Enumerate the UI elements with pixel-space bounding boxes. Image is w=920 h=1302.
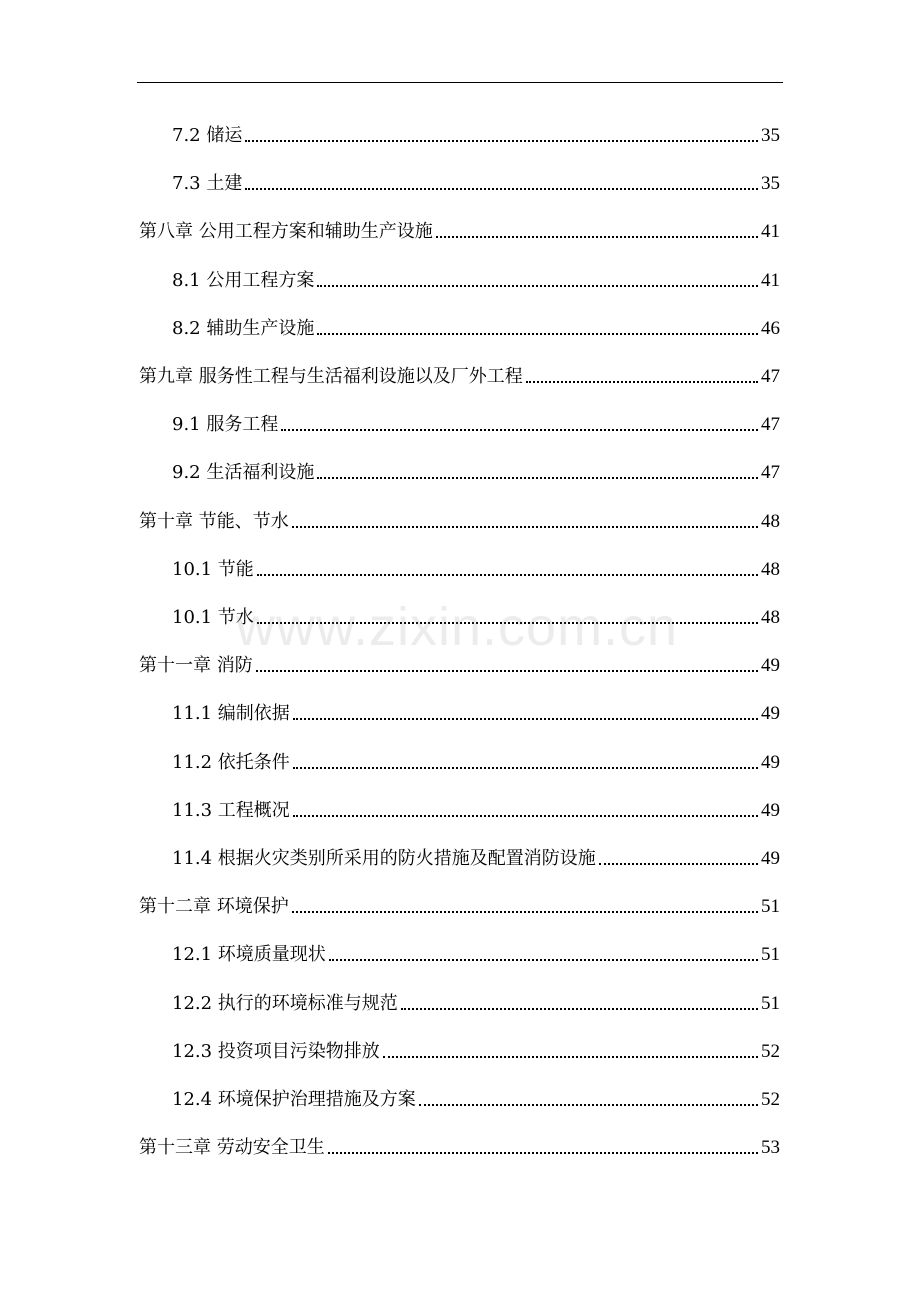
toc-dot-leader: [436, 236, 758, 238]
toc-page-number: 41: [761, 270, 780, 291]
toc-page-number: 49: [761, 848, 780, 869]
toc-dot-leader: [257, 574, 758, 576]
toc-section-entry[interactable]: [172, 266, 780, 292]
toc-entry-title: 第十二章 环境保护: [139, 896, 289, 917]
toc-page-number: 35: [761, 173, 780, 194]
toc-section-entry[interactable]: [172, 1037, 780, 1063]
toc-chapter-entry[interactable]: [139, 1133, 780, 1159]
toc-page-number: 51: [761, 896, 780, 917]
toc-entry-title: 10.1 节水: [172, 607, 254, 628]
toc-page-number: 47: [761, 414, 780, 435]
toc-dot-leader: [245, 140, 758, 142]
toc-dot-leader: [419, 1104, 758, 1106]
toc-entry-title: 第九章 服务性工程与生活福利设施以及厂外工程: [139, 366, 523, 387]
toc-page-number: 52: [761, 1041, 780, 1062]
toc-page-number: 47: [761, 462, 780, 483]
toc-dot-leader: [245, 188, 758, 190]
toc-entry-title: 12.3 投资项目污染物排放: [172, 1041, 380, 1062]
toc-entry-title: 11.4 根据火灾类别所采用的防火措施及配置消防设施: [172, 848, 596, 869]
toc-page-number: 48: [761, 559, 780, 580]
toc-dot-leader: [317, 285, 758, 287]
toc-entry-title: 8.1 公用工程方案: [172, 270, 315, 291]
toc-entry-title: 7.3 土建: [172, 173, 243, 194]
toc-dot-leader: [383, 1056, 758, 1058]
toc-page-number: 48: [761, 511, 780, 532]
toc-dot-leader: [256, 670, 758, 672]
toc-section-entry[interactable]: [172, 844, 780, 870]
toc-entry-title: 9.2 生活福利设施: [172, 462, 315, 483]
toc-entry-title: 第八章 公用工程方案和辅助生产设施: [139, 221, 433, 242]
toc-page-number: 49: [761, 752, 780, 773]
toc-dot-leader: [293, 815, 758, 817]
toc-page-number: 52: [761, 1089, 780, 1110]
toc-section-entry[interactable]: [172, 989, 780, 1015]
toc-chapter-entry[interactable]: [139, 217, 780, 243]
toc-page-number: 46: [761, 318, 780, 339]
toc-entry-title: 12.1 环境质量现状: [172, 944, 326, 965]
toc-page-number: 49: [761, 703, 780, 724]
toc-page-number: 51: [761, 993, 780, 1014]
toc-chapter-entry[interactable]: [139, 507, 780, 533]
toc-section-entry[interactable]: [172, 699, 780, 725]
toc-section-entry[interactable]: [172, 121, 780, 147]
toc-chapter-entry[interactable]: [139, 362, 780, 388]
toc-dot-leader: [526, 381, 758, 383]
toc-section-entry[interactable]: [172, 314, 780, 340]
toc-section-entry[interactable]: [172, 796, 780, 822]
toc-dot-leader: [292, 911, 758, 913]
toc-section-entry[interactable]: [172, 555, 780, 581]
toc-dot-leader: [599, 863, 758, 865]
toc-page-number: 49: [761, 655, 780, 676]
toc-dot-leader: [317, 333, 758, 335]
toc-dot-leader: [401, 1008, 758, 1010]
toc-page-number: 41: [761, 221, 780, 242]
toc-section-entry[interactable]: [172, 603, 780, 629]
toc-chapter-entry[interactable]: [139, 651, 780, 677]
toc-page-number: 47: [761, 366, 780, 387]
toc-entry-title: 9.1 服务工程: [172, 414, 279, 435]
toc-page-number: 51: [761, 944, 780, 965]
toc-entry-title: 11.1 编制依据: [172, 703, 290, 724]
toc-chapter-entry[interactable]: [139, 892, 780, 918]
toc-entry-title: 第十一章 消防: [139, 655, 253, 676]
toc-page-number: 48: [761, 607, 780, 628]
toc-section-entry[interactable]: [172, 458, 780, 484]
toc-section-entry[interactable]: [172, 410, 780, 436]
toc-page-number: 53: [761, 1137, 780, 1158]
toc-entry-title: 10.1 节能: [172, 559, 254, 580]
toc-entry-title: 第十三章 劳动安全卫生: [139, 1137, 325, 1158]
watermark: www.zixin.com.cn: [236, 597, 679, 657]
toc-dot-leader: [293, 767, 758, 769]
toc-entry-title: 第十章 节能、节水: [139, 511, 289, 532]
toc-entry-title: 12.2 执行的环境标准与规范: [172, 993, 398, 1014]
toc-dot-leader: [328, 1152, 758, 1154]
toc-entry-title: 7.2 储运: [172, 125, 243, 146]
toc-dot-leader: [257, 622, 758, 624]
toc-section-entry[interactable]: [172, 1085, 780, 1111]
toc-page-number: 35: [761, 125, 780, 146]
toc-entry-title: 11.2 依托条件: [172, 752, 290, 773]
toc-page-number: 49: [761, 800, 780, 821]
toc-section-entry[interactable]: [172, 169, 780, 195]
toc-section-entry[interactable]: [172, 940, 780, 966]
toc-dot-leader: [329, 959, 758, 961]
toc-dot-leader: [292, 526, 758, 528]
toc-dot-leader: [317, 477, 758, 479]
toc-entry-title: 11.3 工程概况: [172, 800, 290, 821]
toc-section-entry[interactable]: [172, 748, 780, 774]
toc-entry-title: 8.2 辅助生产设施: [172, 318, 315, 339]
toc-dot-leader: [281, 429, 758, 431]
toc-entry-title: 12.4 环境保护治理措施及方案: [172, 1089, 416, 1110]
toc-dot-leader: [293, 718, 758, 720]
